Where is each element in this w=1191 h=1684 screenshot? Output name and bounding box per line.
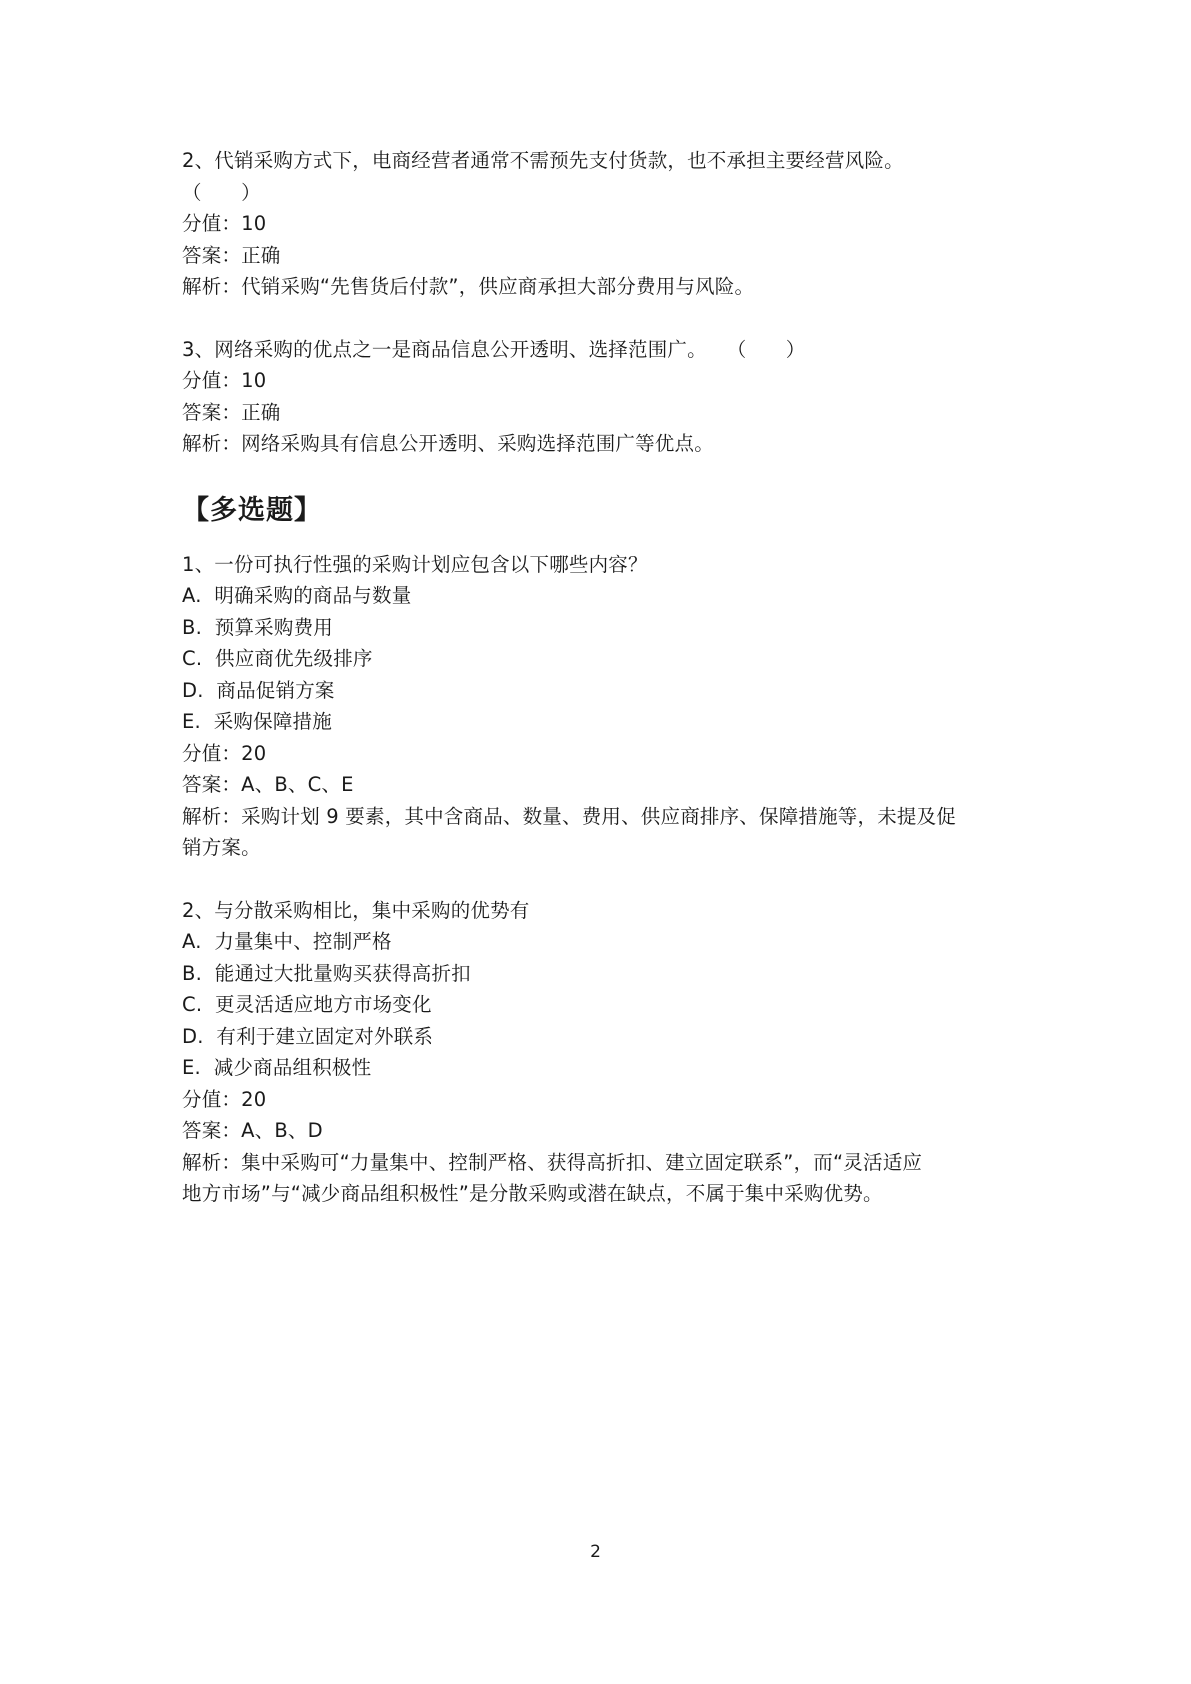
question-block-multi-2 — [182, 895, 1022, 1210]
option-b: B. 能通过大批量购买获得高折扣 — [182, 961, 471, 985]
answer-line: 答案：A、B、C、E — [182, 773, 354, 796]
answer-bracket: （ ） — [182, 180, 261, 204]
analysis-line: 解析：网络采购具有信息公开透明、采购选择范围广等优点。 — [182, 432, 714, 455]
question-block-multi-1 — [182, 549, 1022, 864]
option-d: D. 有利于建立固定对外联系 — [182, 1024, 434, 1048]
analysis-line: 解析：采购计划 9 要素，其中含商品、数量、费用、供应商排序、保障措施等，未提及促 — [182, 804, 957, 828]
option-a: A. 明确采购的商品与数量 — [182, 584, 412, 607]
option-e: E. 减少商品组积极性 — [182, 1056, 372, 1079]
answer-line: 答案：正确 — [182, 400, 281, 424]
question-block-judgment-2 — [182, 145, 1022, 303]
page-number: 2 — [590, 1542, 601, 1562]
score-line: 分值：20 — [182, 741, 267, 765]
question-text: 2、与分散采购相比，集中采购的优势有 — [182, 898, 530, 922]
option-e: E. 采购保障措施 — [182, 710, 332, 733]
option-c: C. 更灵活适应地方市场变化 — [182, 993, 432, 1016]
section-title-multiple-choice: 【多选题】 — [182, 494, 322, 526]
answer-line: 答案：正确 — [182, 243, 281, 267]
option-a: A. 力量集中、控制严格 — [182, 930, 392, 953]
question-text: 1、一份可执行性强的采购计划应包含以下哪些内容？ — [182, 552, 648, 576]
answer-line: 答案：A、B、D — [182, 1119, 323, 1142]
analysis-line: 解析：代销采购“先售货后付款”，供应商承担大部分费用与风险。 — [182, 275, 755, 298]
option-b: B. 预算采购费用 — [182, 615, 333, 639]
analysis-line: 地方市场”与“减少商品组积极性”是分散采购或潜在缺点，不属于集中采购优势。 — [182, 1182, 883, 1205]
analysis-line: 销方案。 — [182, 836, 261, 859]
score-line: 分值：20 — [182, 1087, 267, 1111]
score-line: 分值：10 — [182, 212, 267, 235]
page-content — [182, 145, 1022, 1241]
question-block-judgment-3 — [182, 334, 1022, 460]
option-d: D. 商品促销方案 — [182, 678, 335, 702]
question-text: 3、网络采购的优点之一是商品信息公开透明、选择范围广。 （ ） — [182, 337, 806, 361]
question-text: 2、代销采购方式下，电商经营者通常不需预先支付货款，也不承担主要经营风险。 — [182, 149, 904, 172]
analysis-line: 解析：集中采购可“力量集中、控制严格、获得高折扣、建立固定联系”，而“灵活适应 — [182, 1150, 923, 1174]
option-c: C. 供应商优先级排序 — [182, 647, 373, 670]
score-line: 分值：10 — [182, 369, 267, 392]
